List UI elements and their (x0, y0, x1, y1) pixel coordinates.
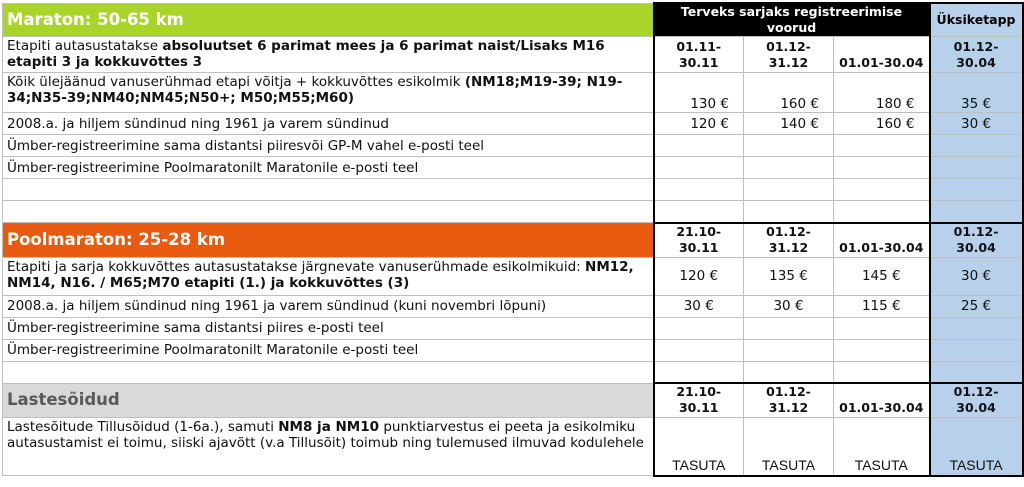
poolmaraton-price-3: 145 € (834, 257, 930, 295)
lastesoidud-date-2: 01.12-31.12 (744, 383, 834, 418)
maraton-discount-price-3: 160 € (834, 113, 930, 135)
maraton-price-3: 180 € (834, 73, 930, 113)
maraton-awards-text: Etapiti autasustatakse absoluutset 6 parimat mees ja 6 parimat naist/Lisaks M16 etapiti 3 ja kokkuvõttes 3 (3, 37, 654, 73)
poolmaraton-price-1: 120 € (654, 257, 744, 295)
poolmaraton-discount-text: 2008.a. ja hiljem sündinud ning 1961 ja varem sündinud (kuni novembri lõpuni) (3, 295, 654, 317)
poolmaraton-discount-price-3: 115 € (834, 295, 930, 317)
maraton-date-2: 01.12-31.12 (744, 37, 834, 73)
price-table (2, 2, 1024, 477)
lastesoidud-price-2: TASUTA (744, 418, 834, 476)
lastesoidud-price-3: TASUTA (834, 418, 930, 476)
poolmaraton-date-4: 01.12-30.04 (930, 223, 1023, 258)
maraton-age-groups-text: Kõik ülejäänud vanuserühmad etapi võitja + kokkuvõttes esikolmik (NM18;M19-39; N19-34;N35-39;NM40;NM45;N50+; M50;M55;M60) (3, 73, 654, 113)
poolmaraton-discount-price-2: 30 € (744, 295, 834, 317)
maraton-price-4: 35 € (930, 73, 1023, 113)
poolmaraton-price-2: 135 € (744, 257, 834, 295)
lastesoidud-date-3: 01.01-30.04 (834, 383, 930, 418)
maraton-discount-price-2: 140 € (744, 113, 834, 135)
poolmaraton-date-1: 21.10-30.11 (654, 223, 744, 258)
maraton-date-1: 01.11-30.11 (654, 37, 744, 73)
single-stage-header: Üksiketapp (930, 3, 1023, 37)
poolmaraton-reregister-text: Ümber-registreerimine sama distantsi piires e-posti teel (3, 317, 654, 339)
lastesoidud-price-1: TASUTA (654, 418, 744, 476)
poolmaraton-date-2: 01.12-31.12 (744, 223, 834, 258)
poolmaraton-transfer-text: Ümber-registreerimine Poolmaratonilt Maratonile e-posti teel (3, 339, 654, 361)
lastesoidud-price-4: TASUTA (930, 418, 1023, 476)
poolmaraton-date-3: 01.01-30.04 (834, 223, 930, 258)
maraton-reregister-text: Ümber-registreerimine sama distantsi piiresvõi GP-M vahel e-posti teel (3, 135, 654, 157)
maraton-price-1: 130 € (654, 73, 744, 113)
maraton-price-2: 160 € (744, 73, 834, 113)
lastesoidud-text: Lastesõitude Tillusõidud (1-6a.), samuti NM8 ja NM10 punktiarvestus ei peeta ja esikolmiku autasustamist ei toimu, siiski ajavõtt (v.a Tillusõit) toimub ning tulemused ilmuvad kodulehele (3, 418, 654, 476)
lastesoidud-date-1: 21.10-30.11 (654, 383, 744, 418)
poolmaraton-price-4: 30 € (930, 257, 1023, 295)
maraton-transfer-text: Ümber-registreerimine Poolmaratonilt Maratonile e-posti teel (3, 157, 654, 179)
maraton-title: Maraton: 50-65 km (3, 3, 654, 37)
poolmaraton-discount-price-4: 25 € (930, 295, 1023, 317)
lastesoidud-title: Lastesõidud (3, 383, 654, 418)
maraton-date-4: 01.12-30.04 (930, 37, 1023, 73)
maraton-discount-text: 2008.a. ja hiljem sündinud ning 1961 ja varem sündinud (3, 113, 654, 135)
maraton-discount-price-4: 30 € (930, 113, 1023, 135)
series-registration-header: Terveks sarjaks registreerimise voorud (654, 3, 930, 37)
lastesoidud-date-4: 01.12-30.04 (930, 383, 1023, 418)
maraton-discount-price-1: 120 € (654, 113, 744, 135)
poolmaraton-awards-text: Etapiti ja sarja kokkuvõttes autasustatakse järgnevate vanuserühmade esikolmikuid: NM12, NM14, N16. / M65;M70 etapiti (1.) ja kokkuvõttes (3) (3, 257, 654, 295)
poolmaraton-title: Poolmaraton: 25-28 km (3, 223, 654, 258)
poolmaraton-discount-price-1: 30 € (654, 295, 744, 317)
maraton-date-3: 01.01-30.04 (834, 37, 930, 73)
